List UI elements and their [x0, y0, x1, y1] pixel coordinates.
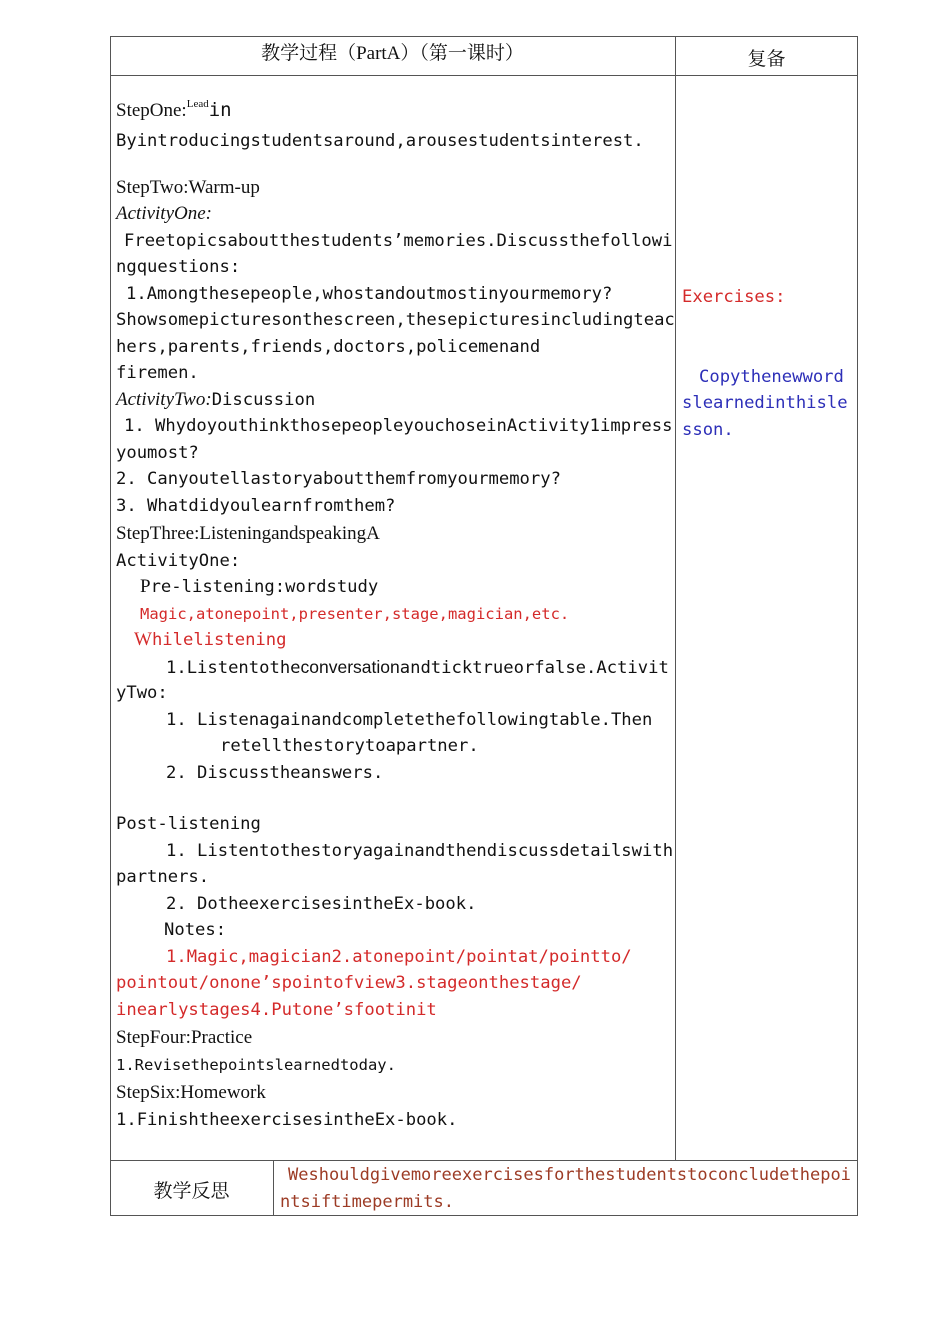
post-listening-item: partners.	[116, 867, 210, 887]
while-listening: Whilelistening	[134, 629, 287, 650]
word-list: Magic,atonepoint,presenter,stage,magician,etc.	[140, 604, 570, 623]
copy-words-note: slearnedinthisle	[682, 393, 848, 413]
activity-two-item: 1. Listenagainandcompletethefollowingtable.Then	[166, 709, 653, 730]
while-listening-item: yTwo:	[116, 683, 168, 703]
table-border-right	[857, 36, 858, 1216]
discussion-question: 3. Whatdidyoulearnfromthem?	[116, 495, 396, 516]
notes-line: inearlystages4.Putone’sfootinit	[116, 999, 437, 1020]
reflection-line: ntsiftimepermits.	[280, 1192, 454, 1212]
activity-one-line: Showsomepicturesonthescreen,thesepicturesincludingteac	[116, 310, 675, 330]
activity-one-title: ActivityOne:	[116, 203, 213, 224]
activity-one-question: 1.Amongthesepeople,whostandoutmostinyourmemory?	[126, 283, 613, 304]
activity-two-item: 2. Discusstheanswers.	[166, 762, 384, 783]
while-listening-item: 1.Listentotheconversationandticktrueorfalse.Activit	[166, 656, 669, 678]
step-four-text: 1.Revisethepointslearnedtoday.	[116, 1055, 396, 1074]
discussion-question: 1. WhydoyouthinkthosepeopleyouchoseinActivity1impress	[124, 416, 673, 436]
discussion-question: youmost?	[116, 442, 199, 463]
column-divider	[675, 36, 676, 1160]
step-one-text: Byintroducingstudentsaround,arousestudentsinterest.	[116, 131, 644, 151]
teaching-process-title: 教学过程（PartA）（第一课时）	[261, 43, 524, 64]
notes-title: Notes:	[164, 920, 227, 940]
notes-line: 1.Magic,magician2.atonepoint/pointat/pointto/	[166, 946, 632, 967]
reflection-label: 教学反思	[153, 1181, 230, 1202]
activity-one-line: ngquestions:	[116, 257, 241, 277]
exercises-label: Exercises:	[682, 287, 786, 307]
header-divider	[110, 75, 858, 76]
discussion-question: 2. Canyoutellastoryaboutthemfromyourmemory?	[116, 469, 561, 489]
reflection-column-divider	[273, 1160, 274, 1216]
copy-words-note: Copythenewword	[699, 366, 844, 387]
step-six-title: StepSix:Homework	[116, 1082, 266, 1103]
step-three-title: StepThree:ListeningandspeakingA	[116, 523, 380, 544]
step-two-title: StepTwo:Warm-up	[116, 176, 260, 198]
step-four-title: StepFour:Practice	[116, 1027, 253, 1048]
table-border-left	[110, 36, 111, 1216]
table-border-top	[110, 36, 858, 37]
post-listening-title: Post-listening	[116, 814, 261, 834]
step-six-text: 1.FinishtheexercisesintheEx-book.	[116, 1109, 458, 1130]
notes-line: pointout/onone’spointofview3.stageonthestage/	[116, 973, 582, 993]
activity-one-line: Freetopicsaboutthestudents’memories.Discussthefollowi	[124, 230, 673, 251]
post-listening-item: 1. Listentothestoryagainandthendiscussdetailswith	[166, 840, 674, 861]
pre-listening: Pre-listening:wordstudy	[140, 576, 379, 597]
step-three-activity-one: ActivityOne:	[116, 550, 241, 571]
step-one-title: StepOne:$^{Lead}$in	[116, 98, 232, 121]
review-notes	[682, 284, 852, 443]
post-listening-item: 2. DotheexercisesintheEx-book.	[166, 893, 477, 914]
copy-words-note: sson.	[682, 419, 734, 440]
reflection-text	[280, 1162, 852, 1216]
activity-one-line: hers,parents,friends,doctors,policemenand	[116, 336, 541, 357]
reflection-line: Weshouldgivemoreexercisesforthestudentstoconcludethepoi	[288, 1165, 851, 1185]
activity-two-title: ActivityTwo:Discussion	[116, 388, 316, 410]
teaching-process-content	[116, 86, 675, 1133]
activity-one-line: firemen.	[116, 363, 199, 383]
activity-two-item: retellthestorytoapartner.	[220, 736, 479, 756]
review-column-title: 复备	[747, 49, 786, 70]
reflection-divider	[110, 1160, 858, 1161]
